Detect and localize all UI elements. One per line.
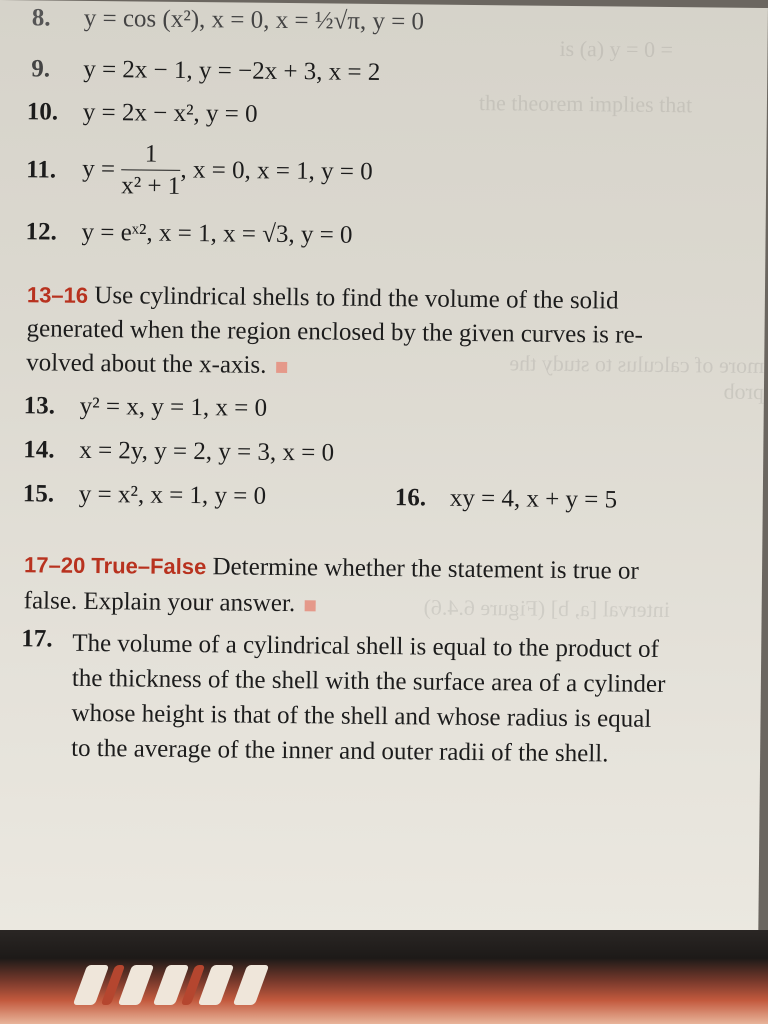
section-13-16-instructions: [26, 278, 757, 388]
instructions-text: volved about the x-axis.: [26, 349, 267, 379]
section-heading: 17–20 True–False: [23, 552, 207, 580]
exercise-equation: xy = 4, x + y = 5: [449, 484, 618, 514]
instructions-line: [26, 346, 756, 388]
equation-suffix: , x = 0, x = 1, y = 0: [180, 156, 373, 186]
exercise-number: 16.: [394, 484, 427, 512]
exercise-number: 8.: [31, 4, 51, 32]
instructions-text: Determine whether the statement is true or: [212, 553, 639, 585]
exercise-number: 13.: [23, 392, 56, 420]
exercise-8: [0, 4, 768, 36]
exercise-equation: y = cos (x²), x = 0, x = ½√π, y = 0: [83, 4, 425, 36]
instructions-text: Use cylindrical shells to find the volume of the solid: [94, 282, 619, 315]
exercise-number: 14.: [23, 436, 55, 464]
exercise-equation: y = eˣ², x = 1, x = √3, y = 0: [81, 218, 353, 249]
fraction-numerator: 1: [121, 141, 180, 171]
bleed-through-text: the theorem implies that: [478, 90, 693, 118]
section-heading: 13–16: [26, 282, 89, 308]
exercise-text-line: whose height is that of the shell and whose radius is equal: [71, 699, 652, 733]
exercise-14: [0, 436, 763, 467]
fraction-denominator: x² + 1: [121, 172, 181, 200]
instructions-line: generated when the region enclosed by the given curves is re-: [26, 315, 644, 349]
exercise-12: [0, 218, 766, 249]
exercise-17: [0, 625, 761, 783]
instructions-line: [24, 583, 754, 627]
exercise-number: 11.: [26, 156, 57, 184]
equation-prefix: y =: [82, 155, 122, 183]
exercise-text-line: the thickness of the shell with the surface area of a cylinder: [71, 664, 666, 699]
instructions-text: false. Explain your answer.: [23, 587, 296, 618]
section-17-20-instructions: [24, 547, 755, 627]
exercise-number: 17.: [21, 625, 53, 653]
exercise-text: [71, 626, 666, 772]
bleed-through-text: interval [a, b] (Figure 6.4.6): [423, 594, 670, 623]
bleed-through-text: more of calculus to study the prob: [509, 350, 765, 405]
exercise-equation: y = x², x = 1, y = 0: [78, 480, 267, 510]
exercise-equation: y = 2x − x², y = 0: [82, 98, 258, 128]
exercise-11: [0, 140, 766, 208]
exercise-15-16: [0, 480, 763, 514]
exercise-equation: y² = x, y = 1, x = 0: [79, 392, 268, 422]
exercise-equation: x = 2y, y = 2, y = 3, x = 0: [79, 436, 335, 467]
exercise-text-line: to the average of the inner and outer radii of the shell.: [71, 734, 609, 768]
exercise-number: 12.: [25, 218, 57, 246]
exercise-number: 9.: [31, 55, 51, 83]
bleed-through-text: is (a) y = 0 =: [559, 35, 674, 63]
exercise-number: 15.: [22, 480, 55, 508]
exercise-equation: [82, 141, 373, 201]
end-marker-icon: [276, 362, 287, 373]
exercise-text-line: The volume of a cylindrical shell is equal to the product of: [72, 629, 660, 663]
exercise-number: 10.: [26, 98, 59, 126]
fraction: [121, 141, 181, 199]
exercise-equation: y = 2x − 1, y = −2x + 3, x = 2: [83, 55, 381, 86]
end-marker-icon: [305, 600, 316, 611]
